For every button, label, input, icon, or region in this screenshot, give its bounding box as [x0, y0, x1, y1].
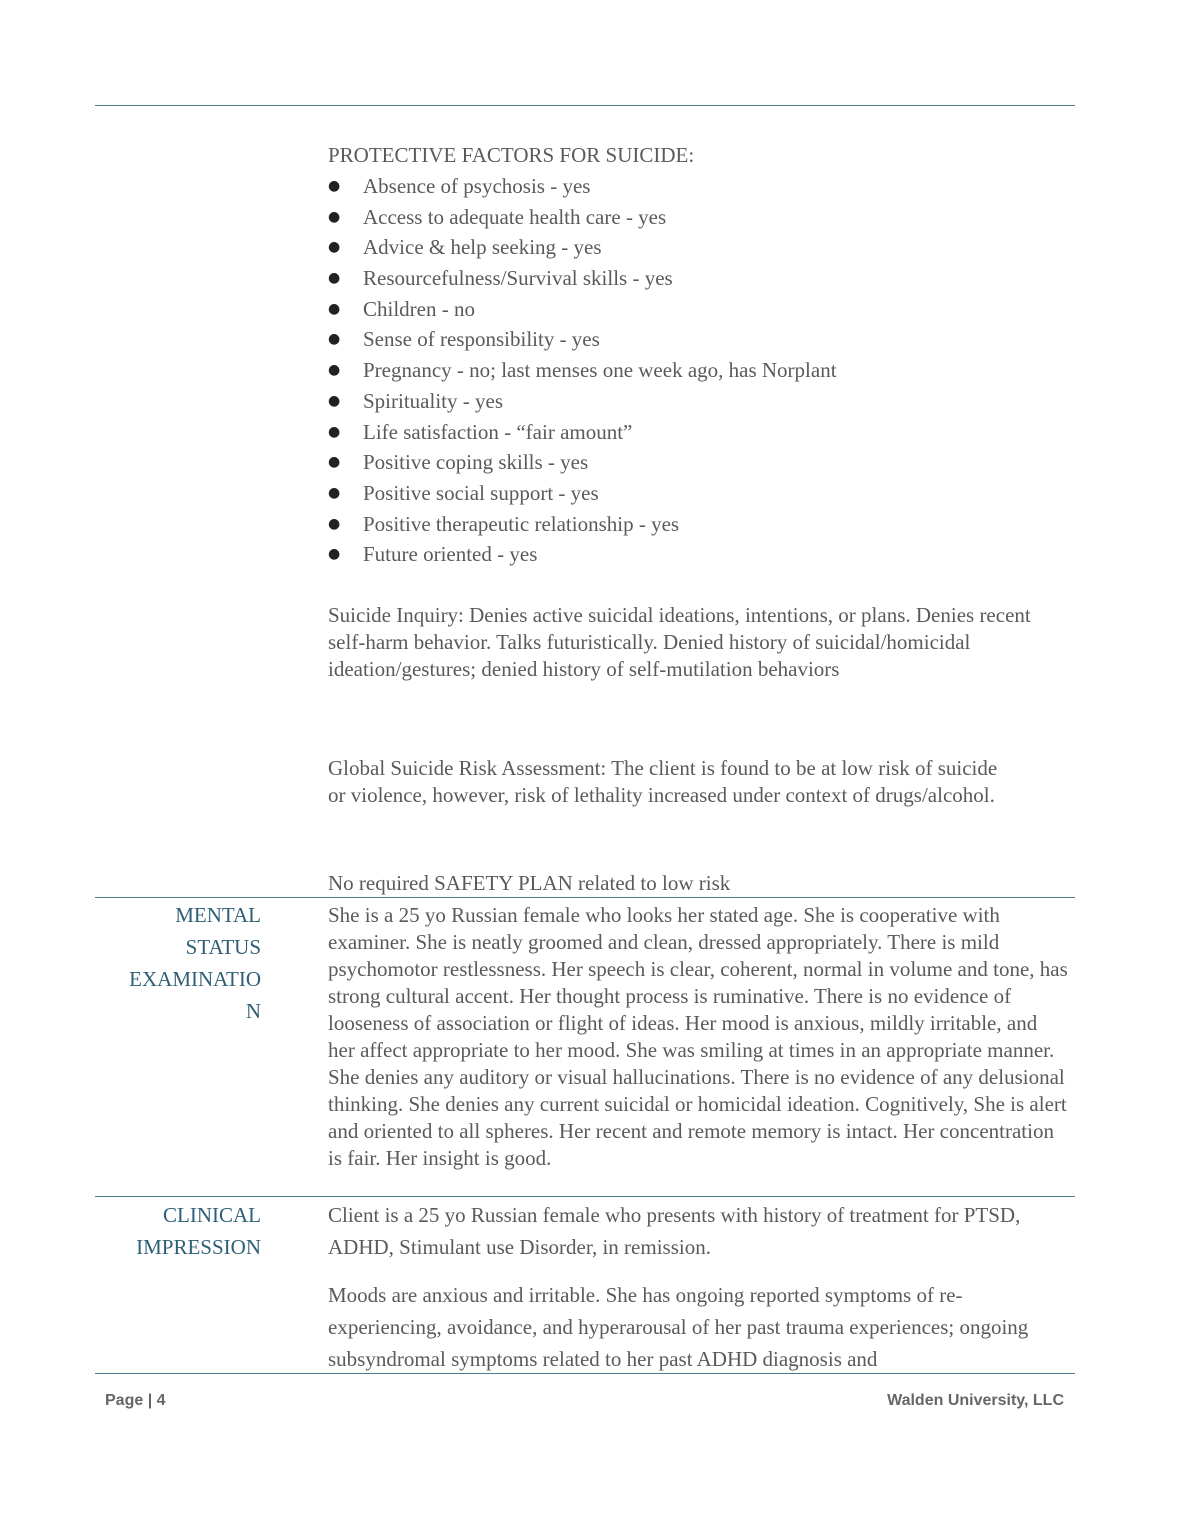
list-item: ● Positive social support - yes — [328, 478, 837, 509]
bullet-icon: ● — [328, 515, 341, 532]
list-item: ● Life satisfaction - “fair amount” — [328, 417, 837, 448]
bullet-icon: ● — [328, 546, 341, 563]
clinical-impression-paragraph-1: Client is a 25 yo Russian female who presents with history of treatment for PTSD, ADHD, Stimulant use Disorder, in remission. — [328, 1203, 1021, 1259]
safety-plan-paragraph: No required SAFETY PLAN related to low risk — [328, 871, 731, 895]
page-number: Page | 4 — [105, 1392, 166, 1409]
header-rule — [95, 105, 1075, 106]
footer-rule — [95, 1373, 1075, 1374]
list-item: ● Pregnancy - no; last menses one week ago, has Norplant — [328, 355, 837, 386]
bullet-icon: ● — [328, 362, 341, 379]
bullet-icon: ● — [328, 270, 341, 287]
protective-factors-list — [328, 171, 837, 570]
list-item: ● Positive coping skills - yes — [328, 447, 837, 478]
mental-status-text: She is a 25 yo Russian female who looks her stated age. She is cooperative with examiner. She is neatly groomed and clean, dressed appropriately. There is mild psychomotor restlessness. Her speech is clear, coherent, normal in volume and tone, has strong cultural accent. Her thought process is ruminative. There is no evidence of looseness of association or flight of ideas. Her mood is anxious, mildly irritable, and her affect appropriate to her mood. She was smiling at times in an appropriate manner. She denies any auditory or visual hallucinations. There is no evidence of any delusional thinking. She denies any current suicidal or homicidal ideation. Cognitively, She is alert and oriented to all spheres. Her recent and remote memory is intact. Her concentration is fair. Her insight is good. — [328, 903, 1068, 1170]
list-item: ● Absence of psychosis - yes — [328, 171, 837, 202]
bullet-icon: ● — [328, 392, 341, 409]
suicide-inquiry-paragraph: Suicide Inquiry: Denies active suicidal ideations, intentions, or plans. Denies recent self-harm behavior. Talks futuristically. Denied history of suicidal/homicidal ideation/gestures; denied history of self-mutilation behaviors — [328, 603, 1031, 681]
global-risk-assessment-paragraph: Global Suicide Risk Assessment: The client is found to be at low risk of suicide or violence, however, risk of lethality increased under context of drugs/alcohol. — [328, 756, 998, 807]
clinical-impression-top-rule — [95, 1196, 1075, 1197]
list-item: ● Access to adequate health care - yes — [328, 202, 837, 233]
clinical-impression-paragraph-2: Moods are anxious and irritable. She has ongoing reported symptoms of re-experiencing, avoidance, and hyperarousal of her past trauma experiences; ongoing subsyndromal symptoms related to her past ADHD diagnosis and — [328, 1283, 1029, 1371]
list-item: ● Sense of responsibility - yes — [328, 324, 837, 355]
list-item: ● Resourcefulness/Survival skills - yes — [328, 263, 837, 294]
list-item: ● Future oriented - yes — [328, 539, 837, 570]
list-item: ● Positive therapeutic relationship - yes — [328, 509, 837, 540]
bullet-icon: ● — [328, 331, 341, 348]
bullet-icon: ● — [328, 239, 341, 256]
bullet-icon: ● — [328, 178, 341, 194]
protective-factors-heading: PROTECTIVE FACTORS FOR SUICIDE: — [328, 143, 695, 167]
publisher-name: Walden University, LLC — [887, 1392, 1064, 1409]
bullet-icon: ● — [328, 300, 341, 317]
mental-status-label: MENTAL STATUS EXAMINATIO N — [129, 903, 261, 1023]
clinical-impression-label: CLINICAL IMPRESSION — [136, 1203, 261, 1259]
list-item: ● Advice & help seeking - yes — [328, 232, 837, 263]
list-item: ● Children - no — [328, 294, 837, 325]
bullet-icon: ● — [328, 454, 341, 471]
bullet-icon: ● — [328, 484, 341, 501]
bullet-icon: ● — [328, 423, 341, 440]
bullet-icon: ● — [328, 208, 341, 225]
mental-status-top-rule — [95, 897, 1075, 898]
list-item: ● Spirituality - yes — [328, 386, 837, 417]
